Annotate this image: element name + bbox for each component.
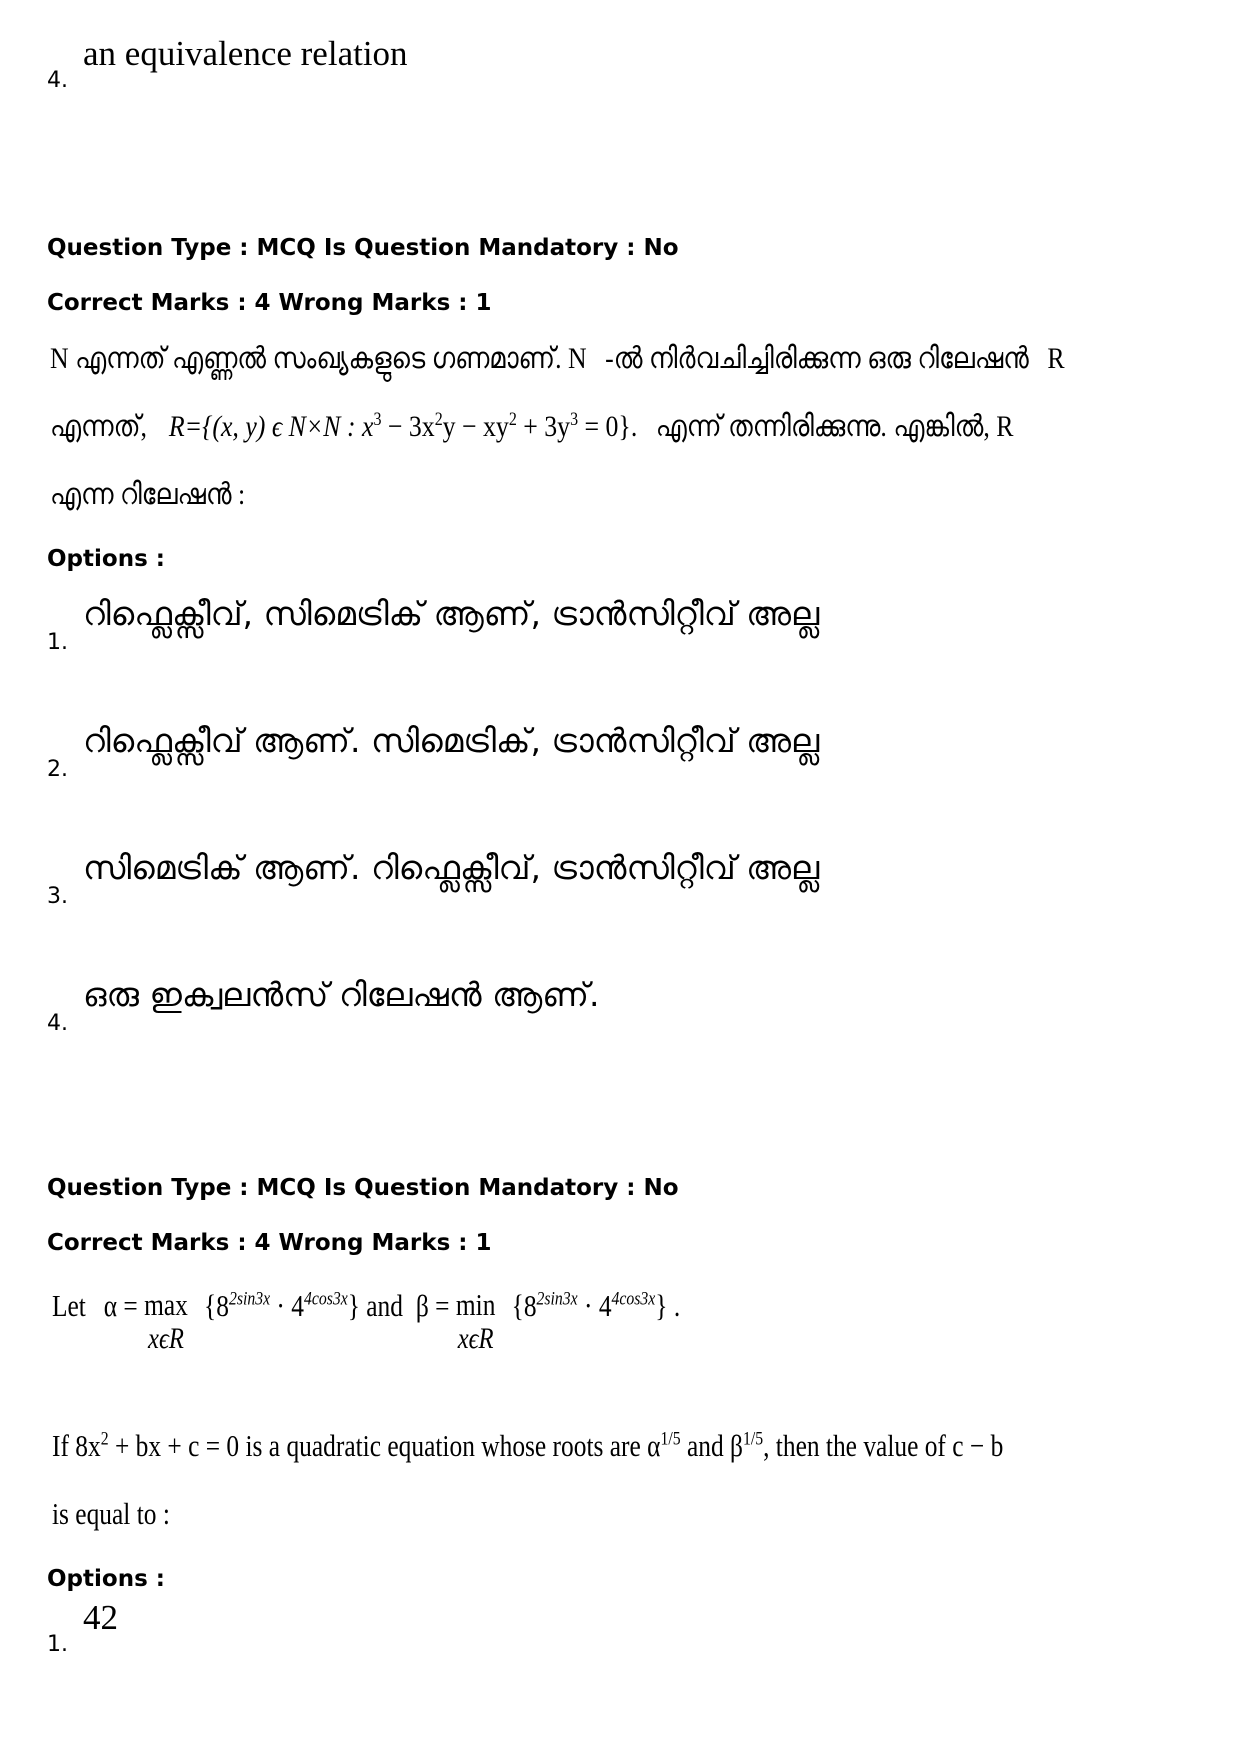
- option-text[interactable]: സിമെട്രിക് ആണ്. റിഫ്ലെക്സീവ്, ട്രാൻസിറ്റീവ് അല്ല: [83, 848, 820, 887]
- option-text[interactable]: റിഫ്ലെക്സീവ് ആണ്. സിമെട്രിക്, ട്രാൻസിറ്റീവ് അല്ല: [83, 721, 820, 760]
- question-text: R: [1047, 342, 1065, 375]
- relation-equation: R={(x, y) ϵ N×N : $x^3 - 3x^2y - xy^2 + 3y^3 = 0$}.: [168, 409, 638, 443]
- question-text: എന്നത്,: [50, 410, 147, 443]
- option-text[interactable]: ഒരു ഇക്വലൻസ് റിലേഷൻ ആണ്.: [83, 975, 600, 1014]
- option-text: an equivalence relation: [83, 34, 408, 73]
- question-type-meta: Question Type : MCQ Is Question Mandatory : No: [47, 1175, 679, 1201]
- option-number: 3.: [47, 884, 68, 909]
- min-operator: min xϵR: [455, 1287, 496, 1356]
- option-number: 2.: [47, 757, 68, 782]
- option-number: 1.: [47, 1632, 68, 1657]
- max-operator: max xϵR: [144, 1287, 188, 1356]
- option-number: 4.: [47, 1011, 68, 1036]
- options-label: Options :: [47, 1566, 165, 1592]
- beta-expression: $\{8^{2sin3x} \cdot 4^{4cos3x}\}$: [511, 1288, 668, 1323]
- question-text: is equal to :: [52, 1496, 170, 1531]
- question-text: Let: [52, 1288, 86, 1323]
- question-type-meta: Question Type : MCQ Is Question Mandatory : No: [47, 235, 679, 261]
- question-line: [50, 342, 1065, 376]
- question-line: If $8x^2$ + bx + c = 0 is a quadratic equation whose roots are $\alpha^{1/5}$ and $\beta^{1/5}$, then the value of c − b: [52, 1428, 1004, 1463]
- marks-meta: Correct Marks : 4 Wrong Marks : 1: [47, 290, 492, 316]
- option-number: 1.: [47, 630, 68, 655]
- question-text: എന്ന റിലേഷൻ :: [50, 478, 246, 511]
- option-text[interactable]: റിഫ്ലെക്സീവ്, സിമെട്രിക് ആണ്, ട്രാൻസിറ്റീവ് അല്ല: [83, 594, 820, 633]
- question-text: എന്ന് തന്നിരിക്കുന്നു. എങ്കിൽ, R: [655, 410, 1014, 443]
- question-text: N എന്നത് എണ്ണൽ സംഖ്യകളുടെ ഗണമാണ്. N: [50, 342, 587, 375]
- alpha-expression: $\{8^{2sin3x} \cdot 4^{4cos3x}\}$: [204, 1288, 360, 1323]
- option-number: 4.: [47, 68, 68, 93]
- question-line: Let α = max xϵR $\{8^{2sin3x} \cdot 4^{4cos3x}\}$ and β = min xϵR $\{8^{2sin3x} \cdot 4^{4cos3x}\}$ .: [52, 1287, 681, 1356]
- marks-meta: Correct Marks : 4 Wrong Marks : 1: [47, 1230, 492, 1256]
- options-label: Options :: [47, 546, 165, 572]
- question-text: -ൽ നിർവചിച്ചിരിക്കുന്ന ഒരു റിലേഷൻ: [605, 342, 1029, 375]
- question-line: [50, 410, 1013, 444]
- option-text[interactable]: 42: [83, 1598, 118, 1637]
